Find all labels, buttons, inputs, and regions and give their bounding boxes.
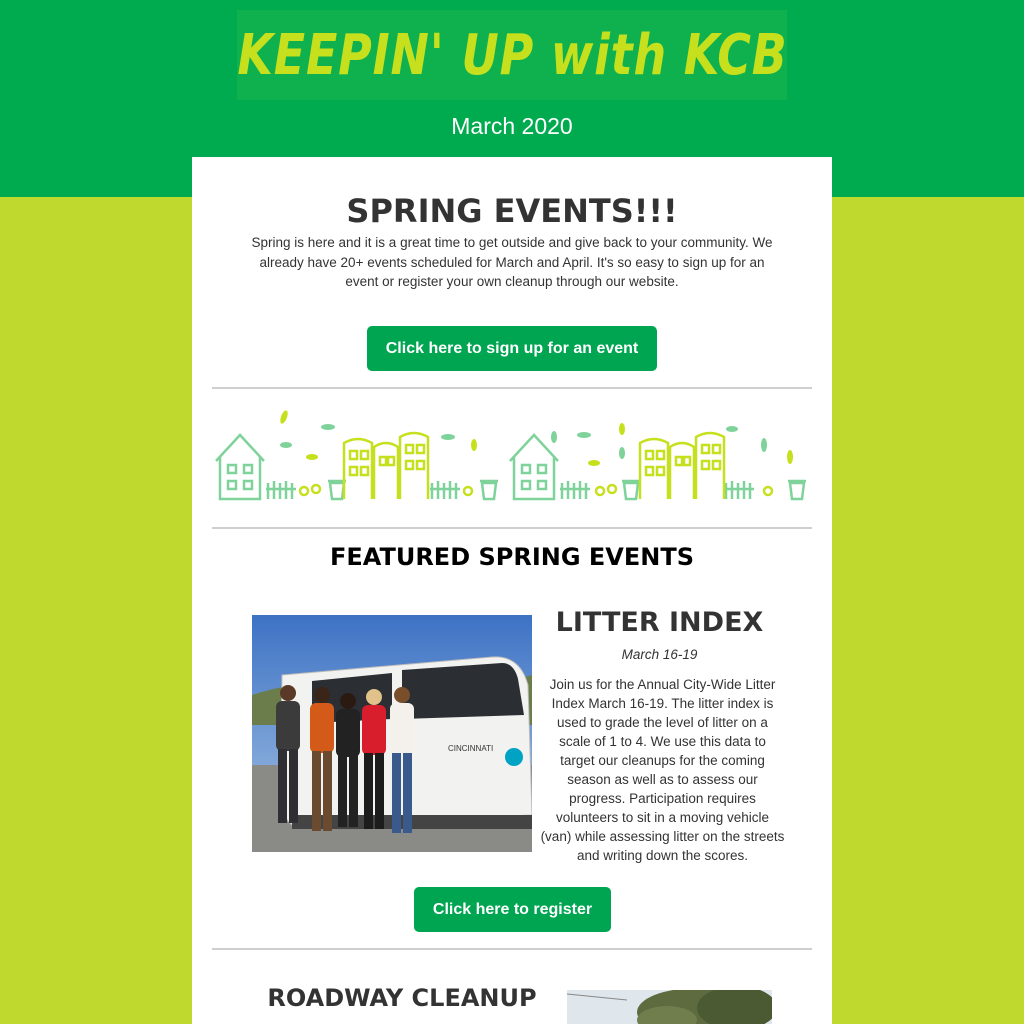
newsletter-card [192, 157, 832, 1024]
spring-intro-text: Spring is here and it is a great time to get outside and give back to your community. We already have 20+ events scheduled for March and April. It's so easy to sign up for an event or register your own cleanup through our website. [251, 235, 773, 289]
litter-index-date: March 16-19 [621, 647, 698, 662]
issue-date: March 2020 [451, 113, 573, 139]
roadway-cleanup-photo [567, 990, 772, 1024]
litter-index-photo [252, 615, 532, 852]
neighborhood-illustration [212, 405, 812, 505]
divider [212, 387, 812, 389]
register-button[interactable]: Click here to register [414, 887, 611, 932]
signup-event-button[interactable]: Click here to sign up for an event [367, 326, 657, 371]
van-logo-text: CINCINNATI [448, 744, 494, 753]
featured-events-title: FEATURED SPRING EVENTS [329, 543, 695, 571]
logo-text: KEEPIN' UP with KCB [236, 22, 788, 88]
divider [212, 948, 812, 950]
litter-index-description: Join us for the Annual City-Wide Litter Index March 16-19. The litter index is used to grade the level of litter on a scale of 1 to 4. We use this data to target our cleanups for the coming season as well as to assess our progress. Participation requires volunteers to sit in a moving vehicle (van) while assessing litter on the streets and writing down the scores. [540, 677, 785, 863]
roadway-cleanup-title: ROADWAY CLEANUP [267, 984, 537, 1012]
litter-index-title: LITTER INDEX [555, 607, 764, 638]
spring-events-title: SPRING EVENTS!!! [346, 192, 678, 230]
divider [212, 527, 812, 529]
newsletter-logo [237, 10, 787, 100]
